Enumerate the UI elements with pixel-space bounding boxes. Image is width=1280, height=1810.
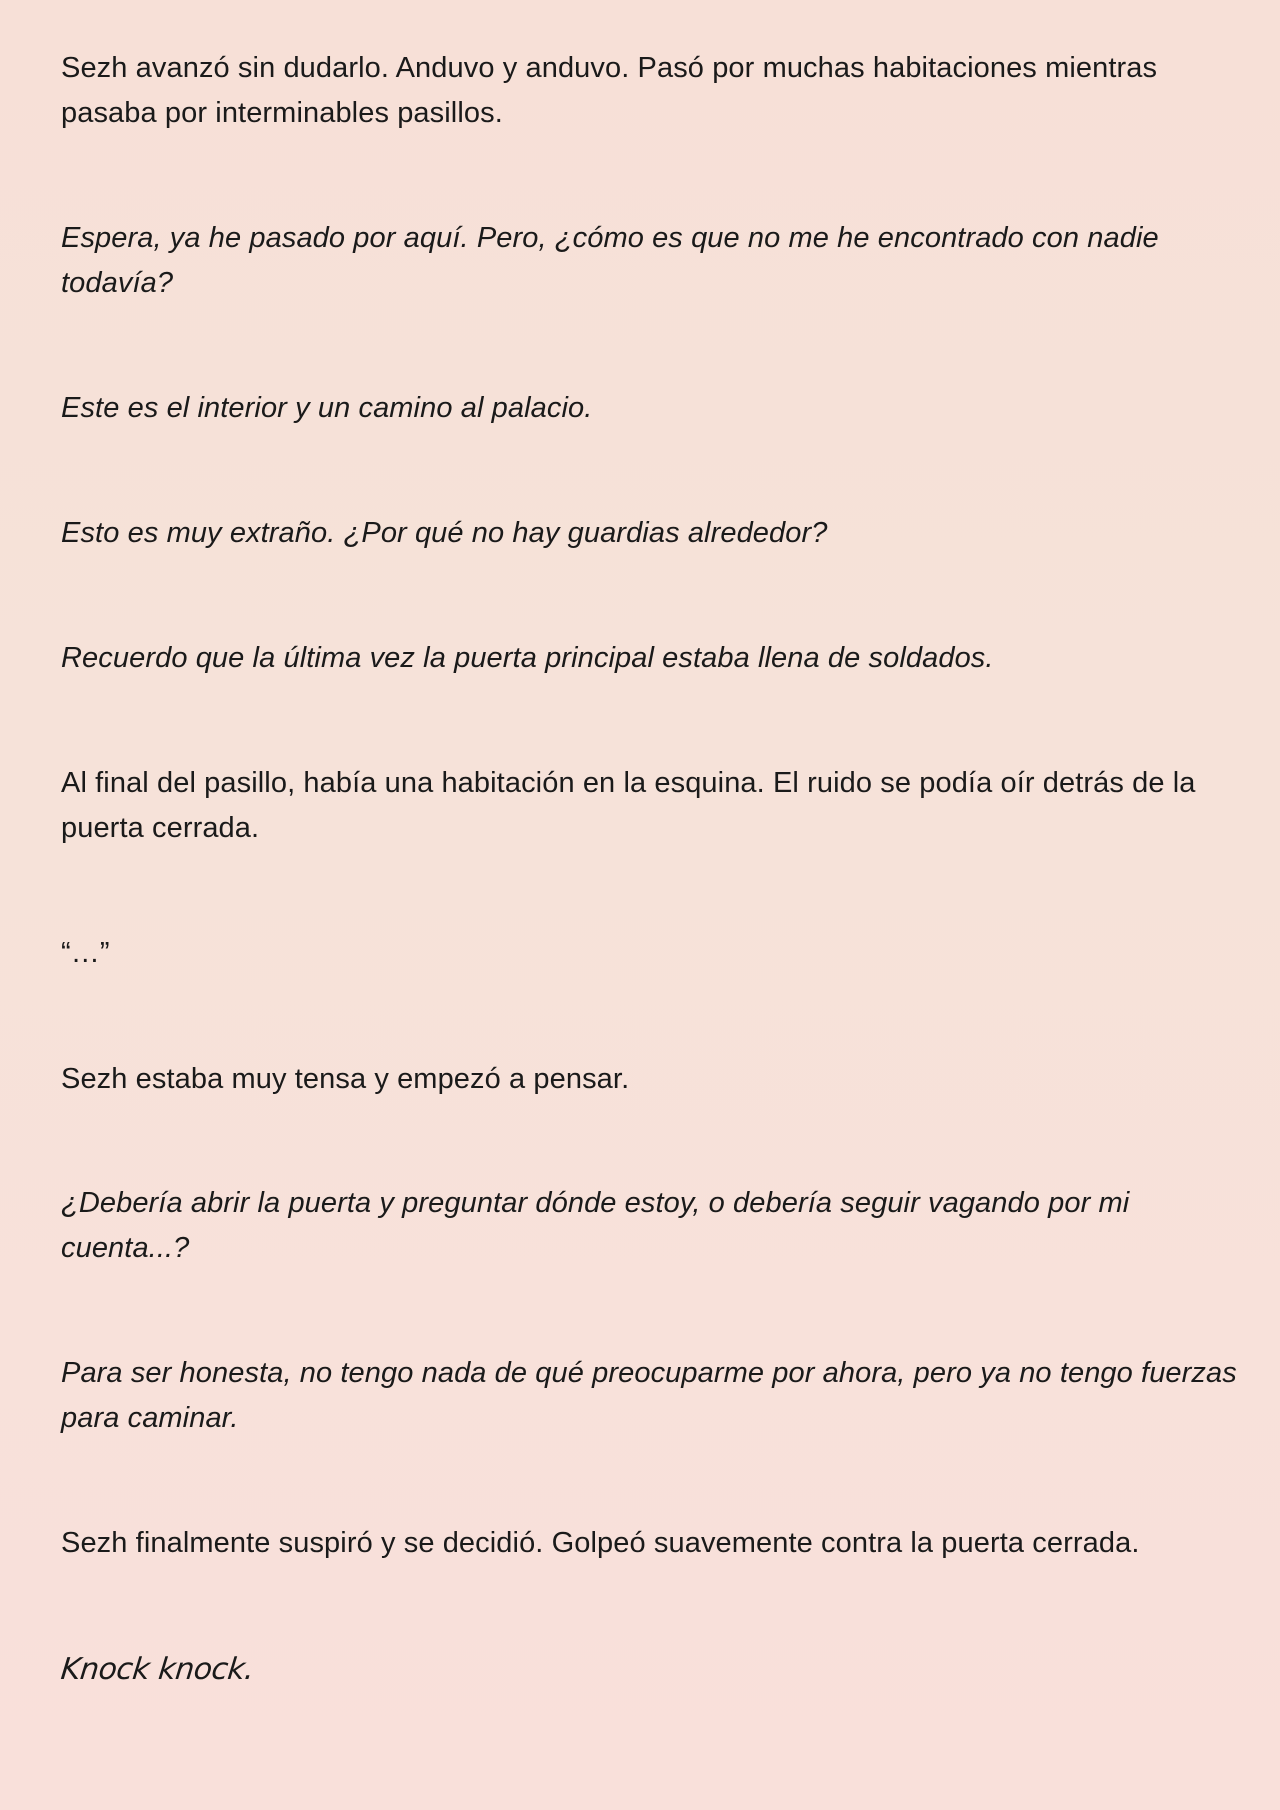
paragraph-thought-6: Para ser honesta, no tengo nada de qué preocuparme por ahora, pero ya no tengo fuerzas para caminar. [61,1357,1237,1434]
paragraph-dialogue: “…” [61,937,110,969]
paragraph-narration-2: Al final del pasillo, había una habitación en la esquina. El ruido se podía oír detrás de la puerta cerrada. [61,767,1196,844]
paragraph-thought-5: ¿Debería abrir la puerta y preguntar dónde estoy, o debería seguir vagando por mi cuenta...? [61,1187,1130,1264]
paragraph-sound-effect: Knock knock. [59,1652,256,1687]
paragraph-thought-4: Recuerdo que la última vez la puerta principal estaba llena de soldados. [61,642,994,674]
paragraph-narration-3: Sezh estaba muy tensa y empezó a pensar. [61,1063,630,1095]
paragraph-thought-3: Esto es muy extraño. ¿Por qué no hay guardias alrededor? [61,517,828,549]
paragraph-thought-1: Espera, ya he pasado por aquí. Pero, ¿cómo es que no me he encontrado con nadie todavía? [61,222,1159,299]
paragraph-thought-2: Este es el interior y un camino al palacio. [61,392,593,424]
paragraph-narration-4: Sezh finalmente suspiró y se decidió. Golpeó suavemente contra la puerta cerrada. [61,1527,1140,1559]
paragraph-narration-1: Sezh avanzó sin dudarlo. Anduvo y anduvo. Pasó por muchas habitaciones mientras pasaba por interminables pasillos. [61,52,1158,129]
